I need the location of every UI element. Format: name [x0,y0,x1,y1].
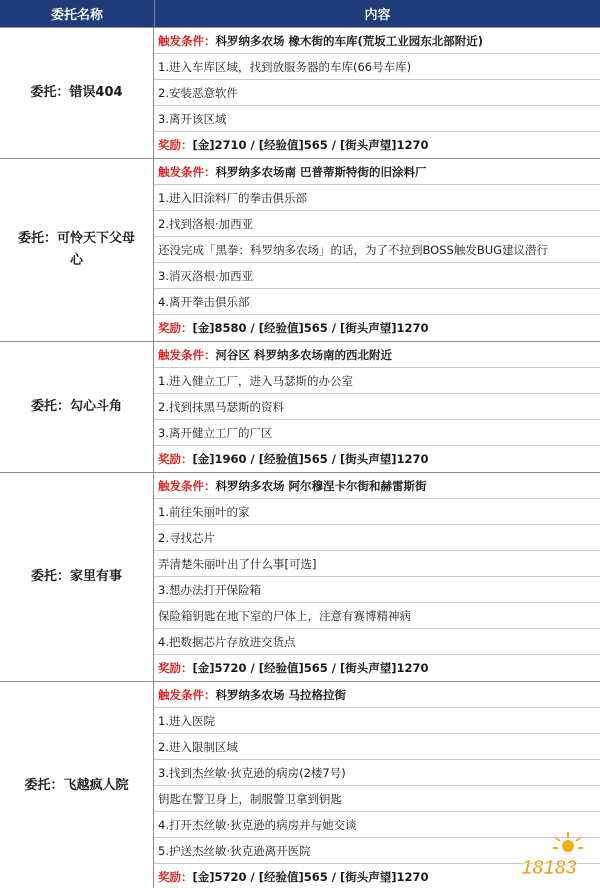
commission-content [154,473,600,681]
step-line: 1.进入健立工厂，进入马瑟斯的办公室 [154,368,600,394]
table-row [0,472,600,681]
step-line: 3.离开该区域 [154,106,600,132]
step-line: 5.护送杰丝敏·狄克逊离开医院 [154,838,600,864]
reward-label: 奖励： [158,138,193,152]
step-line: 4.离开拳击俱乐部 [154,289,600,315]
trigger-label: 触发条件： [158,347,216,362]
reward-line [154,132,600,158]
step-line: 3.找到杰丝敏·狄克逊的病房(2楼7号) [154,760,600,786]
commission-name: 委托：勾心斗角 [0,342,154,472]
commission-content [154,342,600,472]
step-line: 2.安装恶意软件 [154,80,600,106]
reward-line [154,315,600,341]
trigger-location: 科罗纳多农场 马拉格拉街 [215,687,347,702]
trigger-label: 触发条件： [158,478,216,493]
commission-name: 委托：可怜天下父母心 [0,159,154,341]
step-line: 2.寻找芯片 [154,525,600,551]
reward-line [154,655,600,681]
step-line: 1.进入医院 [154,708,600,734]
step-line: 2.进入限制区域 [154,734,600,760]
table-header [0,0,600,27]
reward-value: [金]8580 / [经验值]565 / [街头声望]1270 [192,321,429,335]
trigger-line [154,159,600,185]
trigger-location: 科罗纳多农场 橡木街的车库(荒坂工业园东北部附近) [215,33,484,48]
reward-value: [金]1960 / [经验值]565 / [街头声望]1270 [192,452,429,466]
step-line: 3.消灭洛根·加西亚 [154,263,600,289]
step-line: 2.找到抹黑马瑟斯的资料 [154,394,600,420]
step-line: 1.前往朱丽叶的家 [154,499,600,525]
trigger-label: 触发条件： [158,164,216,179]
commission-name: 委托：飞越疯人院 [0,682,154,888]
step-line: 1.进入车库区域，找到放服务器的车库(66号车库) [154,54,600,80]
step-line: 4.把数据芯片存放进交货点 [154,629,600,655]
reward-label: 奖励： [158,321,193,335]
step-line: 2.找到洛根·加西亚 [154,211,600,237]
trigger-label: 触发条件： [158,33,216,48]
step-line: 钥匙在警卫身上，制服警卫拿到钥匙 [154,786,600,812]
header-content-column: 内容 [364,8,391,23]
commission-content [154,159,600,341]
step-line: 还没完成「黑拳：科罗纳多农场」的话，为了不拉到BOSS触发BUG建议潜行 [154,237,600,263]
table-row [0,27,600,158]
table-row [0,341,600,472]
step-line: 4.打开杰丝敏·狄克逊的病房并与她交谈 [154,812,600,838]
trigger-location: 科罗纳多农场南 巴普蒂斯特街的旧涂料厂 [215,164,427,179]
reward-value: [金]5720 / [经验值]565 / [街头声望]1270 [192,870,429,884]
reward-label: 奖励： [158,452,193,466]
trigger-label: 触发条件： [158,687,216,702]
watermark-logo [506,826,592,882]
step-line: 3.想办法打开保险箱 [154,577,600,603]
reward-value: [金]2710 / [经验值]565 / [街头声望]1270 [192,138,429,152]
watermark-sun-icon [553,832,583,852]
step-line: 1.进入旧涂料厂的拳击俱乐部 [154,185,600,211]
watermark-text: 18183 [521,857,577,879]
step-line: 3.离开健立工厂的厂区 [154,420,600,446]
commission-name: 委托：错误404 [0,28,154,158]
header-name-column: 委托名称 [0,0,155,27]
reward-line [154,446,600,472]
table-body [0,27,600,888]
trigger-line [154,342,600,368]
reward-value: [金]5720 / [经验值]565 / [街头声望]1270 [192,661,429,675]
commission-name: 委托：家里有事 [0,473,154,681]
table-row [0,158,600,341]
trigger-location: 河谷区 科罗纳多农场南的西北附近 [215,347,393,362]
trigger-line [154,473,600,499]
step-line: 弄清楚朱丽叶出了什么事[可选] [154,551,600,577]
commission-content [154,28,600,158]
reward-label: 奖励： [158,870,193,884]
reward-label: 奖励： [158,661,193,675]
trigger-line [154,28,600,54]
step-line: 保险箱钥匙在地下室的尸体上，注意有赛博精神病 [154,603,600,629]
trigger-location: 科罗纳多农场 阿尔穆涅卡尔街和赫雷斯街 [215,478,427,493]
trigger-line [154,682,600,708]
